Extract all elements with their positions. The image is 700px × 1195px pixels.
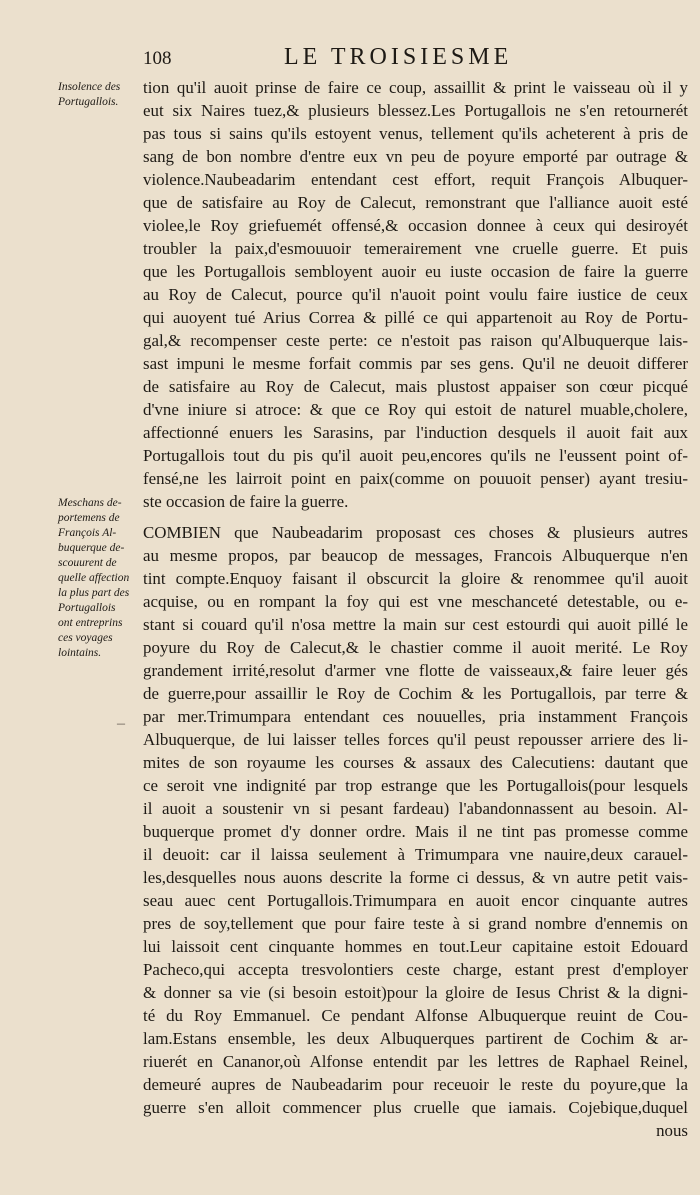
margin-note-line: buquerque de- xyxy=(58,542,125,554)
text-line: par mer.Trimumpara entendant ces nouuelles, pria instamment François xyxy=(143,707,688,726)
margin-note-line: quelle affection xyxy=(58,572,130,584)
text-line: té du Roy Emmanuel. Ce pendant Alfonse Albuquerque reuint de Cou- xyxy=(143,1006,688,1025)
text-line: lui laissoit cent cinquante hommes en tout.Leur capitaine estoit Edouard xyxy=(143,937,688,956)
text-line: violee,le Roy griefuemét offensé,& occasion donnee à ceux qui desiroyét xyxy=(143,216,688,235)
text-line: d'vne iniure si atroce: & que ce Roy qui estoit de naturel muable,cholere, xyxy=(143,400,688,419)
text-line: affectionné enuers les Sarasins, par l'induction desquels il auoit fait aux xyxy=(143,423,688,442)
text-line: au Roy de Calecut, pource qu'il n'auoit point voulu faire iustice de ceux xyxy=(143,285,688,304)
margin-note-line: lointains. xyxy=(58,647,102,659)
text-line: Pacheco,qui accepta tresvolontiers ceste charge, estant prest d'employer xyxy=(143,960,688,979)
text-line: tion qu'il auoit prinse de faire ce coup, assaillit & print le vaisseau où il y xyxy=(143,78,688,97)
margin-note-line: scouurent de xyxy=(58,557,117,569)
text-line: lam.Estans ensemble, les deux Albuquerques partirent de Cochim & ar- xyxy=(143,1029,688,1048)
text-line: tint compte.Enquoy faisant il obscurcit la gloire & renommee qu'il auoit xyxy=(143,569,688,588)
text-line: pas tous si sains qu'ils estoyent venus, tellement qu'ils acheterent à pris de xyxy=(143,124,688,143)
text-line: de guerre,pour assaillir le Roy de Cochim & les Portugallois, par terre & xyxy=(143,684,688,703)
margin-note-line: Portugallois xyxy=(58,602,116,614)
paragraph-2 xyxy=(143,521,688,1119)
text-line: qui auoyent tué Arius Correa & pillé ce qui appartenoit au Roy de Portu- xyxy=(143,308,688,327)
text-line: seau auec cent Portugallois.Trimumpara en auoit encor cinquante autres xyxy=(143,891,688,910)
text-line: COMBIEN que Naubeadarim proposast ces choses & plusieurs autres xyxy=(143,523,688,542)
margin-dash-mark: – xyxy=(117,715,125,732)
text-line: ste occasion de faire la guerre. xyxy=(143,492,349,511)
text-line: Albuquerque, de lui laisser telles forces qu'il peust repousser arriere des li- xyxy=(143,730,688,749)
margin-note-line: Meschans de- xyxy=(58,497,122,509)
catchword: nous xyxy=(656,1121,688,1140)
page-header xyxy=(0,44,700,74)
text-line: eut six Naires tuez,& plusieurs blessez.Les Portugallois ne s'en retournerét xyxy=(143,101,688,120)
margin-note-line: Portugallois. xyxy=(58,96,119,108)
text-line: Portugallois tout du pis qu'il auoit peu,encores qu'ils ne l'eussent point of- xyxy=(143,446,688,465)
text-line: pres de soy,tellement que pour faire teste à si grand nombre d'ennemis on xyxy=(143,914,688,933)
running-title: LE TROISIESME xyxy=(284,44,513,70)
text-line: mites de son royaume les courses & assaux des Calecutiens: dautant que xyxy=(143,753,688,772)
text-line: sast impuni le mesme forfait commis par ses gens. Qu'il ne deuoit differer xyxy=(143,354,688,373)
text-line: fensé,ne les lairroit point en paix(comme on pouuoit penser) ayant tresiu- xyxy=(143,469,688,488)
main-text xyxy=(143,76,688,1142)
text-line: il auoit a soustenir vn si pesant fardeau) l'abandonnassent au besoin. Al- xyxy=(143,799,688,818)
text-line: au mesme propos, par beaucop de messages, Francois Albuquerque n'en xyxy=(143,546,688,565)
margin-note-line: la plus part des xyxy=(58,587,130,599)
text-line: grandement irrité,resolut d'armer vne flotte de vaisseaux,& faire leuer gés xyxy=(143,661,688,680)
page-number: 108 xyxy=(143,48,172,69)
text-line: violence.Naubeadarim entendant cest effort, requit François Albuquer- xyxy=(143,170,688,189)
text-line: de satisfaire au Roy de Calecut, mais plustost appaiser son cœur picqué xyxy=(143,377,688,396)
text-line: troubler la paix,d'esmouuoir temerairement vne cruelle guerre. Et puis xyxy=(143,239,688,258)
paragraph-1 xyxy=(143,76,688,513)
text-line: buquerque promet d'y donner ordre. Mais il ne tint pas promesse comme xyxy=(143,822,688,841)
text-line: guerre s'en alloit commencer plus cruelle que iamais. Cojebique,duquel xyxy=(143,1098,688,1117)
text-line: gal,& recompenser ceste perte: ce n'estoit pas raison qu'Albuquerque lais- xyxy=(143,331,688,350)
text-line: sang de bon nombre d'entre eux vn peu de poyure emporté par outrage & xyxy=(143,147,688,166)
text-line: que de satisfaire au Roy de Calecut, remonstrant que l'alliance auoit esté xyxy=(143,193,688,212)
margin-note-meschans xyxy=(58,496,138,661)
margin-note-line: François Al- xyxy=(58,527,117,539)
text-line: demeuré aupres de Naubeadarim pour receuoir le reste du poyure,que la xyxy=(143,1075,688,1094)
text-line: stant si couard qu'il n'osa mettre la main sur cest estourdi qui auoit pillé le xyxy=(143,615,688,634)
text-line: les,desquelles nous auons descrite la forme ci dessus, & vn autre petit vais- xyxy=(143,868,688,887)
margin-note-insolence xyxy=(58,80,138,110)
margin-note-line: ces voyages xyxy=(58,632,113,644)
text-line: que les Portugallois sembloyent auoir eu iuste occasion de faire la guerre xyxy=(143,262,688,281)
text-line: acquise, ou en rompant la foy qui est vne meschanceté detestable, ou e- xyxy=(143,592,688,611)
margin-note-line: ont entreprins xyxy=(58,617,123,629)
text-line: poyure du Roy de Calecut,& le chastier comme il auoit merité. Le Roy xyxy=(143,638,688,657)
text-line: il deuoit: car il laissa seulement à Trimumpara vne nauire,deux carauel- xyxy=(143,845,688,864)
text-line: & donner sa vie (si besoin estoit)pour la gloire de Iesus Christ & la digni- xyxy=(143,983,688,1002)
margin-note-line: Insolence des xyxy=(58,81,121,93)
margin-note-line: portemens de xyxy=(58,512,120,524)
text-line: riuerét en Cananor,où Alfonse entendit par les lettres de Raphael Reinel, xyxy=(143,1052,688,1071)
text-line: ce seroit vne indignité par trop estrange que les Portugallois(pour lesquels xyxy=(143,776,688,795)
